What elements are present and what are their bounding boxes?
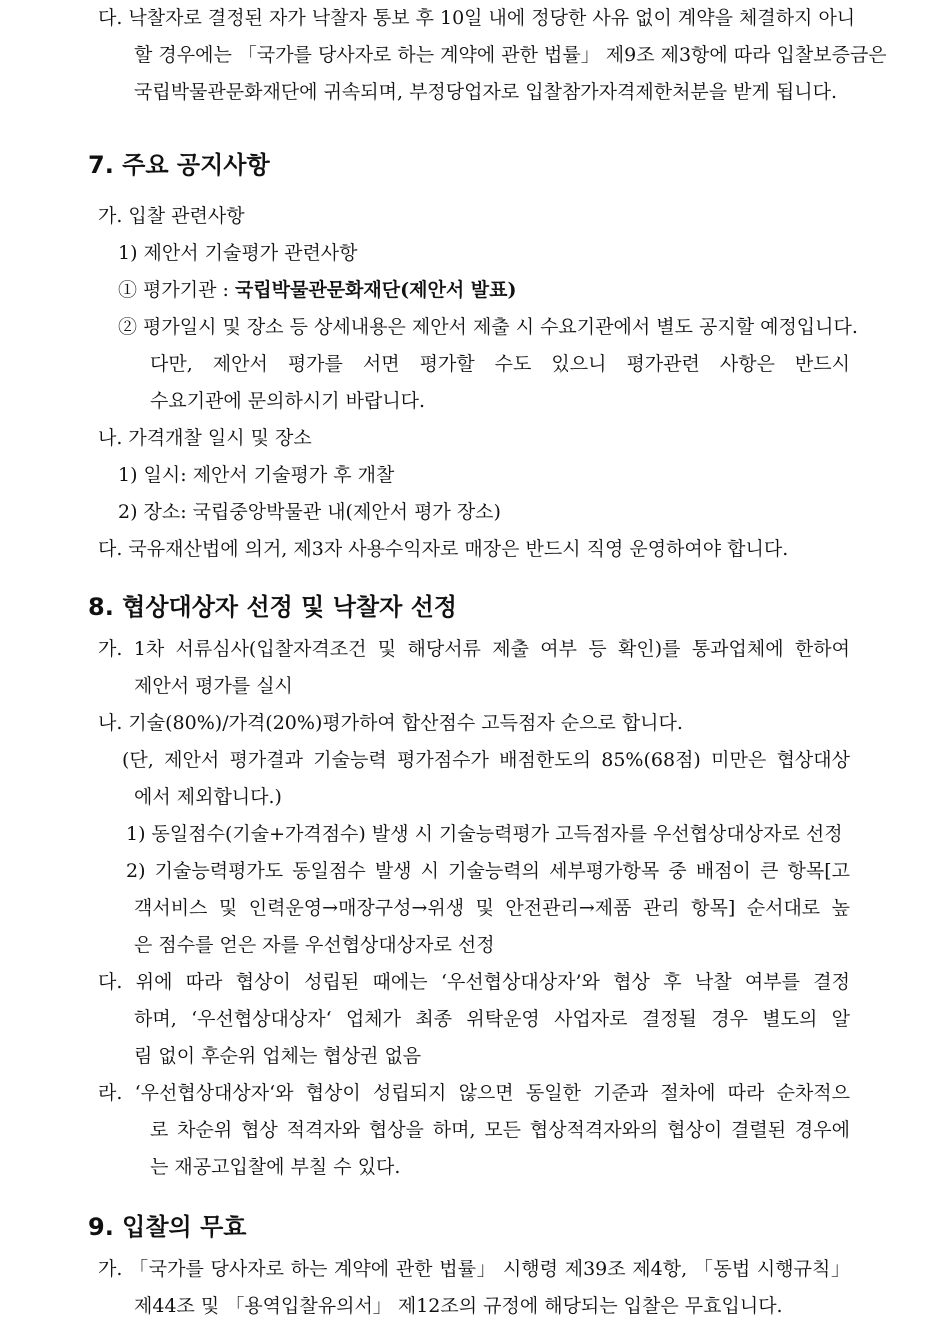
intro-da-line-3: 국립박물관문화재단에 귀속되며, 부정당업자로 입찰참가자격제한처분을 받게 됩니다. (134, 81, 838, 103)
s9-ga-line-1: 가. 「국가를 당사자로 하는 계약에 관한 법률」 시행령 제39조 제4항, 「동법 시행규칙」 (98, 1258, 850, 1280)
s8-na-line-1: 나. 기술(80%)/가격(20%)평가하여 합산점수 고득점자 순으로 합니다. (98, 712, 683, 734)
s8-na-line-2: (단, 제안서 평가결과 기술능력 평가점수가 배점한도의 85%(68점) 미만은 협상대상 (122, 749, 850, 771)
s8-na-2-line-3: 은 점수를 얻은 자를 우선협상대상자로 선정 (134, 934, 495, 956)
s8-na-2-line-1: 2) 기술능력평가도 동일점수 발생 시 기술능력의 세부평가항목 중 배점이 큰 항목[고 (126, 860, 850, 882)
s8-ra-line-2: 로 차순위 협상 적격자와 협상을 하며, 모든 협상적격자와의 협상이 결렬된 경우에 (150, 1119, 850, 1141)
s7-da: 다. 국유재산법에 의거, 제3자 사용수익자로 매장은 반드시 직영 운영하여야 합니다. (98, 538, 789, 560)
s7-circle-2-line-1: ② 평가일시 및 장소 등 상세내용은 제안서 제출 시 수요기관에서 별도 공지할 예정입니다. (118, 316, 858, 338)
s8-da-line-1: 다. 위에 따라 협상이 성립된 때에는 ‘우선협상대상자’와 협상 후 낙찰 여부를 결정 (98, 971, 850, 993)
s8-ga-line-1: 가. 1차 서류심사(입찰자격조건 및 해당서류 제출 여부 등 확인)를 통과업체에 한하여 (98, 638, 850, 660)
s7-circle-1 (118, 278, 517, 302)
intro-da-line-2: 할 경우에는 「국가를 당사자로 하는 계약에 관한 법률」 제9조 제3항에 따라 입찰보증금은 (134, 44, 887, 66)
s8-da-line-3: 림 없이 후순위 업체는 협상권 없음 (134, 1045, 422, 1067)
s8-na-2-line-2: 객서비스 및 인력운영→매장구성→위생 및 안전관리→제품 관리 항목] 순서대로 높 (134, 897, 850, 919)
section-7-heading: 7. 주요 공지사항 (88, 151, 270, 179)
s7-circle-1-bold: 국립박물관문화재단(제안서 발표) (234, 279, 517, 301)
section-9-heading: 9. 입찰의 무효 (88, 1213, 247, 1241)
s8-na-line-3: 에서 제외합니다.) (134, 786, 282, 808)
s7-circle-1-prefix: ① 평가기관 : (118, 279, 235, 301)
s8-ga-line-2: 제안서 평가를 실시 (134, 675, 293, 697)
intro-da-line-1: 다. 낙찰자로 결정된 자가 낙찰자 통보 후 10일 내에 정당한 사유 없이 계약을 체결하지 아니 (98, 7, 856, 29)
s7-circle-2-line-2: 다만, 제안서 평가를 서면 평가할 수도 있으니 평가관련 사항은 반드시 (150, 353, 850, 375)
s7-na: 나. 가격개찰 일시 및 장소 (98, 427, 312, 449)
s9-ga-line-2: 제44조 및 「용역입찰유의서」 제12조의 규정에 해당되는 입찰은 무효입니다. (134, 1295, 783, 1317)
s8-na-1: 1) 동일점수(기술+가격점수) 발생 시 기술능력평가 고득점자를 우선협상대상자로 선정 (126, 823, 843, 845)
s7-ga: 가. 입찰 관련사항 (98, 205, 245, 227)
s8-ra-line-1: 라. ‘우선협상대상자‘와 협상이 성립되지 않으면 동일한 기준과 절차에 따라 순차적으 (98, 1082, 850, 1104)
s7-na-2: 2) 장소: 국립중앙박물관 내(제안서 평가 장소) (118, 501, 501, 523)
s8-da-line-2: 하며, ‘우선협상대상자‘ 업체가 최종 위탁운영 사업자로 결정될 경우 별도의 알 (134, 1008, 850, 1030)
section-8-heading: 8. 협상대상자 선정 및 낙찰자 선정 (88, 593, 457, 621)
s8-ra-line-3: 는 재공고입찰에 부칠 수 있다. (150, 1156, 401, 1178)
s7-na-1: 1) 일시: 제안서 기술평가 후 개찰 (118, 464, 395, 486)
s7-ga-1: 1) 제안서 기술평가 관련사항 (118, 242, 358, 264)
s7-circle-2-line-3: 수요기관에 문의하시기 바랍니다. (150, 390, 426, 412)
